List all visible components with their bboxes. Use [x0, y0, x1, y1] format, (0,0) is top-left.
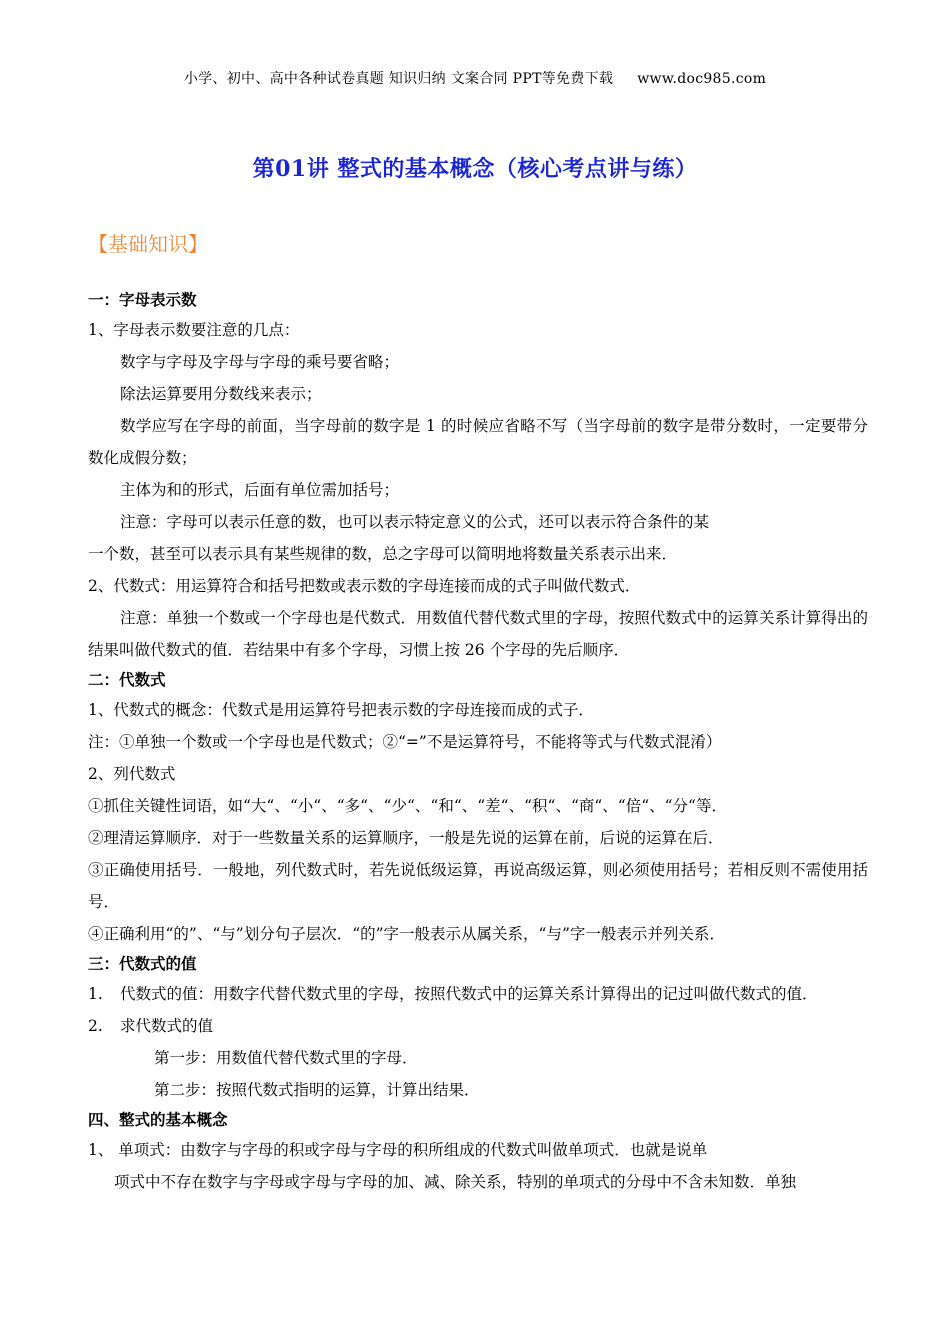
paragraph: 1、代数式的概念：代数式是用运算符号把表示数的字母连接而成的式子．	[88, 701, 594, 719]
paragraph: 注意：单独一个数或一个字母也是代数式．用数值代替代数式里的字母，按照代数式中的运算关系计算得出的结果叫做代数式的值．若结果中有多个字母，习惯上按 26 个字母的先后顺序．	[88, 609, 868, 659]
paragraph: ④正确利用“的”、“与”划分句子层次．“的”字一般表示从属关系，“与”字一般表示并列关系．	[88, 925, 725, 943]
section-tag-basic-knowledge: 【基础知识】	[88, 232, 208, 256]
list-item	[88, 978, 868, 1010]
paragraph: 项式中不存在数字与字母或字母与字母的加、减、除关系，特别的单项式的分母中不含未知数．单独	[114, 1173, 797, 1191]
paragraph: 2、列代数式	[88, 765, 176, 783]
list-item-text: 代数式的值：用数字代替代数式里的字母，按照代数式中的运算关系计算得出的记过叫做代数式的值．	[120, 985, 818, 1003]
list-number: 2.	[88, 1017, 103, 1035]
paragraph: 2、代数式：用运算符合和括号把数或表示数的字母连接而成的式子叫做代数式．	[88, 577, 641, 595]
document-body	[88, 286, 868, 1198]
paragraph: ③正确使用括号．一般地，列代数式时，若先说低级运算，再说高级运算，则必须使用括号；若相反则不需使用括号．	[88, 861, 868, 911]
paragraph: ①抓住关键性词语，如“大“、“小“、“多“、“少“、“和“、“差“、“积“、“商“、“倍“、“分“等．	[88, 797, 727, 815]
paragraph: 数学应写在字母的前面，当字母前的数字是 1 的时候应省略不写（当字母前的数字是带分数时，一定要带分数化成假分数；	[88, 417, 868, 467]
paragraph: 1、字母表示数要注意的几点：	[88, 321, 300, 339]
header-site-link[interactable]: www.doc985.com	[637, 71, 767, 87]
paragraph: 注意：字母可以表示任意的数，也可以表示特定意义的公式，还可以表示符合条件的某	[120, 513, 710, 531]
section-heading-3: 三：代数式的值	[88, 954, 197, 973]
paragraph: 主体为和的形式，后面有单位需加括号；	[120, 481, 400, 499]
list-number: 1.	[88, 985, 103, 1003]
paragraph: 第二步：按照代数式指明的运算，计算出结果．	[154, 1081, 480, 1099]
document-title: 第01讲 整式的基本概念（核心考点讲与练）	[252, 156, 698, 182]
paragraph: ②理清运算顺序．对于一些数量关系的运算顺序，一般是先说的运算在前，后说的运算在后．	[88, 829, 724, 847]
paragraph: 除法运算要用分数线来表示；	[120, 385, 322, 403]
paragraph: 数字与字母及字母与字母的乘号要省略；	[120, 353, 400, 371]
section-heading-2: 二：代数式	[88, 670, 166, 689]
paragraph: 第一步：用数值代替代数式里的字母．	[154, 1049, 418, 1067]
paragraph: 1、 单项式：由数字与字母的积或字母与字母的积所组成的代数式叫做单项式．也就是说单	[88, 1141, 708, 1159]
list-item	[88, 1010, 868, 1042]
section-heading-1: 一：字母表示数	[88, 290, 197, 309]
header-text: 小学、初中、高中各种试卷真题 知识归纳 文案合同 PPT等免费下载	[183, 71, 614, 87]
paragraph: 注：①单独一个数或一个字母也是代数式；②“=”不是运算符号，不能将等式与代数式混淆）	[88, 733, 722, 751]
section-heading-4: 四、整式的基本概念	[88, 1110, 228, 1129]
paragraph: 一个数，甚至可以表示具有某些规律的数，总之字母可以简明地将数量关系表示出来．	[88, 545, 678, 563]
list-item-text: 求代数式的值	[120, 1017, 214, 1035]
page-header	[0, 68, 950, 88]
